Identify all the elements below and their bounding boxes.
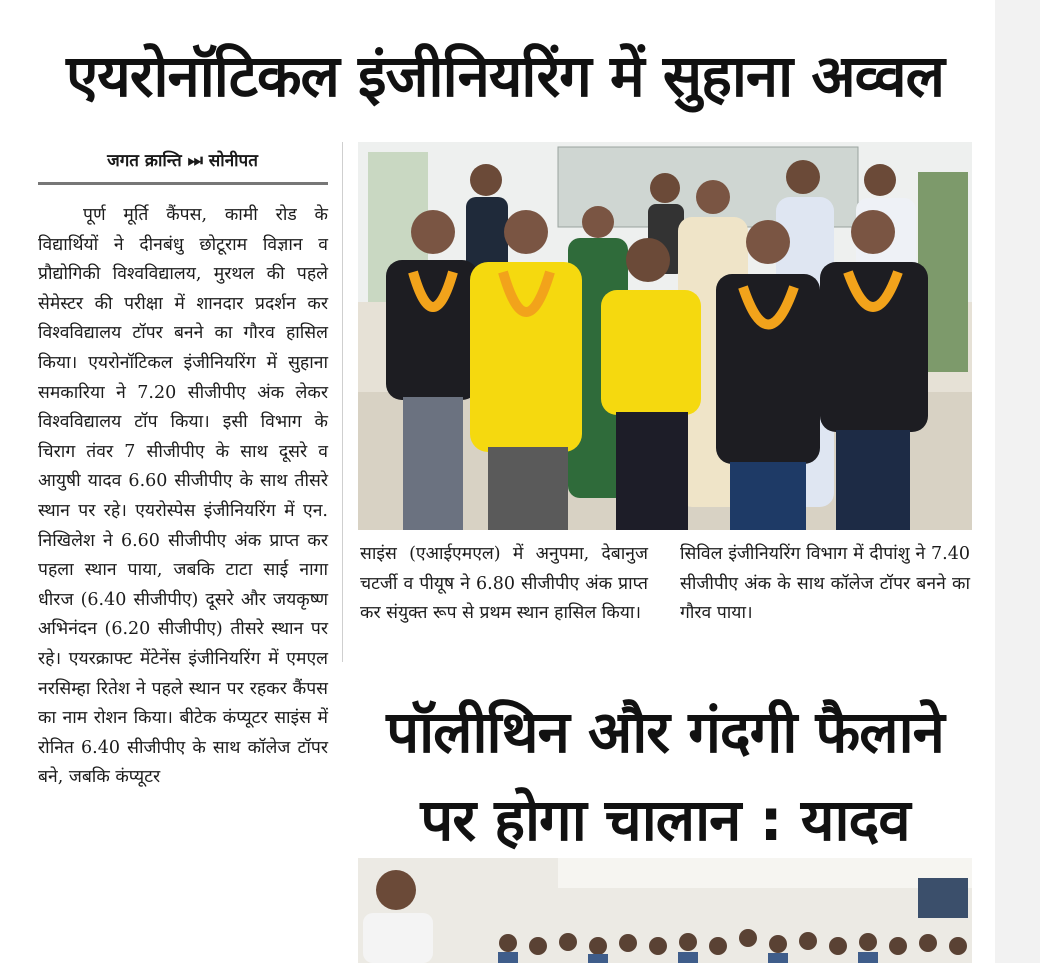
meeting-photo-illustration (358, 858, 972, 963)
page-headline: एयरोनॉटिकल इंजीनियरिंग में सुहाना अव्वल (66, 42, 944, 110)
column-divider (342, 142, 343, 662)
second-headline-line1: पॉलीथिन और गंदगी फैलाने (386, 698, 944, 766)
page-margin (995, 0, 1040, 963)
second-headline (358, 688, 972, 864)
group-photo-illustration (358, 142, 972, 530)
second-headline-line2: पर होगा चालान : यादव (420, 786, 910, 854)
byline-rule (38, 182, 328, 185)
article-caption-column-right: सिविल इंजीनियरिंग विभाग में दीपांशु ने 7.40 सीजीपीए अंक के साथ कॉलेज टॉपर बनने का गौरव पाया। (680, 544, 970, 624)
meeting-photo (358, 858, 972, 963)
article-body-column: पूर्ण मूर्ति कैंपस, कामी रोड के विद्यार्थियों ने दीनबंधु छोटूराम विज्ञान व प्रौद्योगिकी विश्वविद्यालय, मुरथल की पहले सेमेस्टर की परीक्षा में शानदार प्रदर्शन कर विश्वविद्यालय टॉपर बनने का गौरव हासिल किया। एयरोनॉटिकल इंजीनियरिंग में सुहाना समकारिया ने 7.20 सीजीपीए अंक लेकर विश्वविद्यालय टॉप किया। इसी विभाग के चिराग तंवर 7 सीजीपीए के साथ दूसरे व आयुषी यादव 6.60 सीजीपीए के साथ तीसरे स्थान पर रहे। एयरोस्पेस इंजीनियरिंग में एन. निखिलेश ने 6.60 सीजीपीए अंक प्राप्त कर पहला स्थान पाया, जबकि टाटा साई नागा धीरज (6.40 सीजीपीए) दूसरे और जयकृष्ण अभिनंदन (6.20 सीजीपीए) तीसरे स्थान पर रहे। एयरक्राफ्ट मेंटेनेंस इंजीनियरिंग में एमएल नरसिम्हा रितेश ने पहले स्थान पर रहकर कैंपस का नाम रोशन किया। बीटेक कंप्यूटर साइंस में रोनित 6.40 सीजीपीए के साथ कॉलेज टॉपर बने, जबकि कंप्यूटर (38, 205, 328, 788)
article-caption-column: साइंस (एआईएमएल) में अनुपमा, देबानुज चटर्जी व पीयूष ने 6.80 सीजीपीए अंक प्राप्त कर संयुक्त रूप से प्रथम स्थान हासिल किया। (360, 544, 648, 624)
byline: जगत क्रान्ति ⏭ सोनीपत (107, 151, 258, 171)
group-photo (358, 142, 972, 530)
